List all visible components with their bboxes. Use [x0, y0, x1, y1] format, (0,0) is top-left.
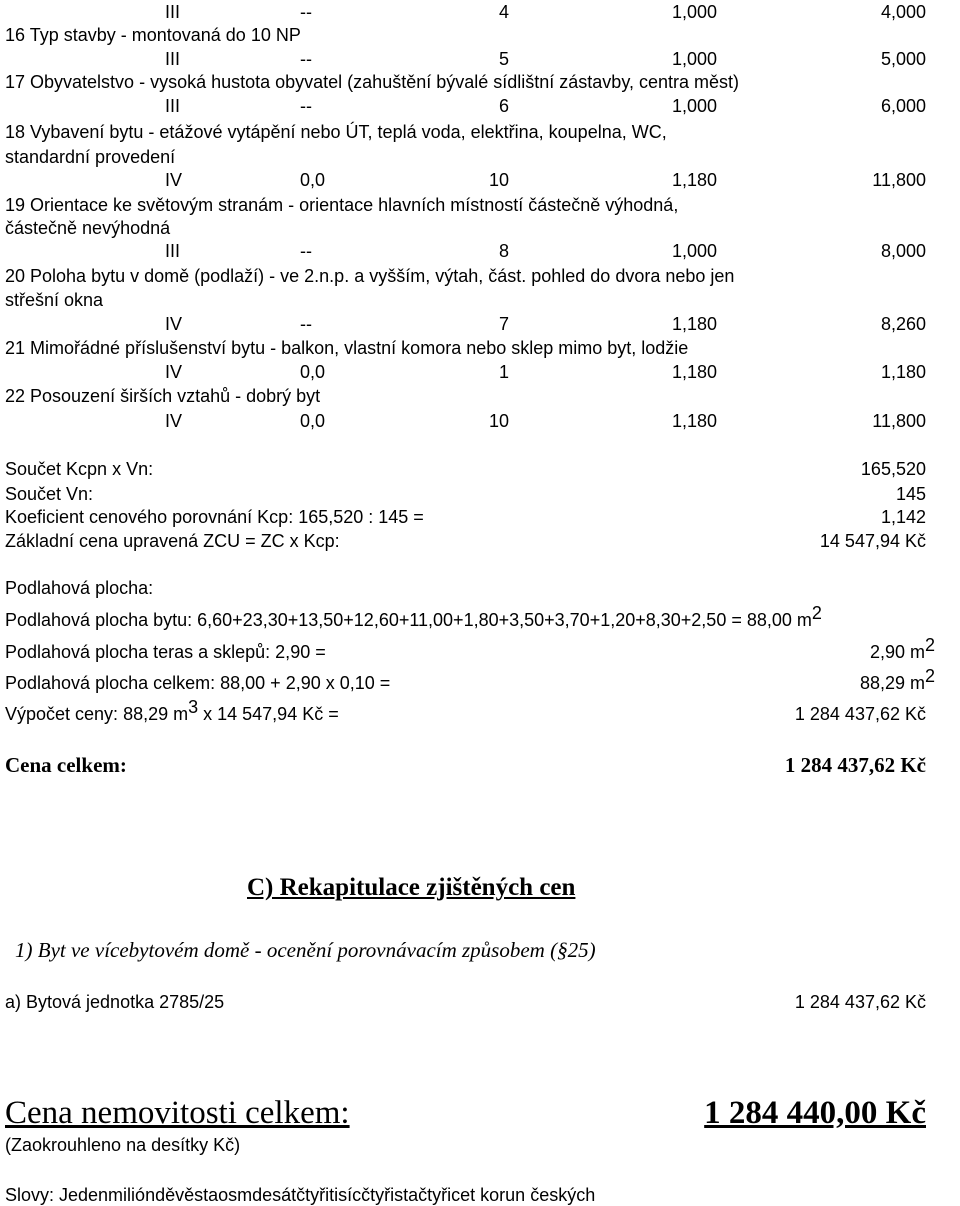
vypocet-value: 1 284 437,62 Kč: [794, 704, 926, 724]
zcu-label: Základní cena upravená ZCU = ZC x Kcp:: [5, 531, 340, 551]
floor-bytu-label: Podlahová plocha bytu: 6,60+23,30+13,50+12,60+11,00+1,80+3,50+3,70+1,20+8,30+2,50 = 88,00 m: [5, 610, 812, 630]
sum-kcpn-value: 165,520: [860, 459, 926, 479]
class-cell: IV: [165, 362, 183, 382]
result-cell: 1,180: [880, 362, 926, 382]
result-cell: 6,000: [880, 96, 926, 116]
item-18-line1: 18 Vybavení bytu - etážové vytápění nebo ÚT, teplá voda, elektřina, koupelna, WC,: [5, 122, 667, 142]
coefficient-cell: 1,180: [671, 170, 717, 190]
number-cell: 10: [488, 411, 509, 431]
floor-teras-value-line: [869, 635, 935, 662]
coefficient-cell: 1,000: [671, 96, 717, 116]
result-cell: 11,800: [872, 411, 926, 431]
class-cell: III: [165, 2, 181, 22]
class-cell: IV: [165, 411, 183, 431]
item-19-line2: částečně nevýhodná: [5, 218, 171, 238]
item-18-line2: standardní provedení: [5, 147, 176, 167]
cena-celkem-label: Cena celkem:: [5, 753, 127, 777]
class-cell: III: [165, 96, 181, 116]
value-cell: 0,0: [300, 362, 326, 382]
floor-bytu-line: [5, 603, 822, 630]
number-cell: 4: [498, 2, 509, 22]
number-cell: 10: [488, 170, 509, 190]
value-cell: --: [300, 241, 312, 261]
kcp-value: 1,142: [880, 507, 926, 527]
value-cell: --: [300, 96, 312, 116]
class-cell: III: [165, 241, 181, 261]
value-cell: 0,0: [300, 170, 326, 190]
result-cell: 11,800: [872, 170, 926, 190]
zcu-value: 14 547,94 Kč: [819, 531, 926, 551]
unit-value: 1 284 437,62 Kč: [794, 992, 926, 1012]
vypocet-label-a: Výpočet ceny: 88,29 m: [5, 704, 189, 724]
result-cell: 4,000: [880, 2, 926, 22]
number-cell: 8: [498, 241, 509, 261]
vypocet-line: [5, 697, 339, 724]
result-cell: 8,000: [880, 241, 926, 261]
item-17: 17 Obyvatelstvo - vysoká hustota obyvatel (zahuštění bývalé sídlištní zástavby, centra měst): [5, 72, 740, 92]
item-20-line2: střešní okna: [5, 290, 104, 310]
coefficient-cell: 1,180: [671, 411, 717, 431]
result-cell: 8,260: [880, 314, 926, 334]
floor-celkem-exponent: 2: [924, 666, 935, 686]
class-cell: IV: [165, 170, 183, 190]
unit-label: a) Bytová jednotka 2785/25: [5, 992, 225, 1012]
sum-vn-value: 145: [895, 484, 926, 504]
coefficient-cell: 1,000: [671, 49, 717, 69]
class-cell: IV: [165, 314, 183, 334]
floor-bytu-exponent: 2: [811, 603, 822, 623]
coefficient-cell: 1,180: [671, 314, 717, 334]
value-cell: --: [300, 2, 312, 22]
number-cell: 1: [498, 362, 509, 382]
number-cell: 7: [498, 314, 509, 334]
floor-celkem-value-line: [859, 666, 935, 693]
vypocet-label-b: x 14 547,94 Kč =: [198, 704, 339, 724]
floor-teras-label: Podlahová plocha teras a sklepů: 2,90 =: [5, 642, 326, 662]
value-cell: --: [300, 49, 312, 69]
number-cell: 6: [498, 96, 509, 116]
value-cell: --: [300, 314, 312, 334]
rounding-note: (Zaokrouhleno na desítky Kč): [5, 1135, 241, 1155]
item-20-line1: 20 Poloha bytu v domě (podlaží) - ve 2.n.p. a vyšším, výtah, část. pohled do dvora nebo jen: [5, 266, 735, 286]
floor-heading: Podlahová plocha:: [5, 578, 154, 598]
floor-celkem-value: 88,29 m: [859, 673, 925, 693]
vypocet-exponent: 3: [188, 697, 199, 717]
sum-vn-label: Součet Vn:: [5, 484, 94, 504]
item-22: 22 Posouzení širších vztahů - dobrý byt: [5, 386, 321, 406]
value-cell: 0,0: [300, 411, 326, 431]
class-cell: III: [165, 49, 181, 69]
recap-heading: C) Rekapitulace zjištěných cen: [247, 874, 576, 901]
coefficient-cell: 1,000: [671, 241, 717, 261]
sum-kcpn-label: Součet Kcpn x Vn:: [5, 459, 154, 479]
total-label: Cena nemovitosti celkem:: [5, 1095, 350, 1131]
number-cell: 5: [498, 49, 509, 69]
floor-teras-value: 2,90 m: [869, 642, 925, 662]
total-value: 1 284 440,00 Kč: [704, 1095, 926, 1131]
recap-subheading: 1) Byt ve vícebytovém domě - ocenění porovnávacím způsobem (§25): [15, 938, 596, 962]
kcp-label: Koeficient cenového porovnání Kcp: 165,520 : 145 =: [5, 507, 424, 527]
result-cell: 5,000: [880, 49, 926, 69]
cena-celkem-value: 1 284 437,62 Kč: [784, 753, 926, 777]
coefficient-cell: 1,000: [671, 2, 717, 22]
item-21: 21 Mimořádné příslušenství bytu - balkon, vlastní komora nebo sklep mimo byt, lodžie: [5, 338, 689, 358]
floor-celkem-label: Podlahová plocha celkem: 88,00 + 2,90 x 0,10 =: [5, 673, 391, 693]
coefficient-cell: 1,180: [671, 362, 717, 382]
item-16: 16 Typ stavby - montovaná do 10 NP: [5, 25, 301, 45]
item-19-line1: 19 Orientace ke světovým stranám - orientace hlavních místností částečně výhodná,: [5, 195, 679, 215]
floor-teras-exponent: 2: [924, 635, 935, 655]
total-in-words: Slovy: Jedenmiliónděvěstaosmdesátčtyřitisícčtyřistačtyřicet korun českých: [5, 1185, 596, 1205]
